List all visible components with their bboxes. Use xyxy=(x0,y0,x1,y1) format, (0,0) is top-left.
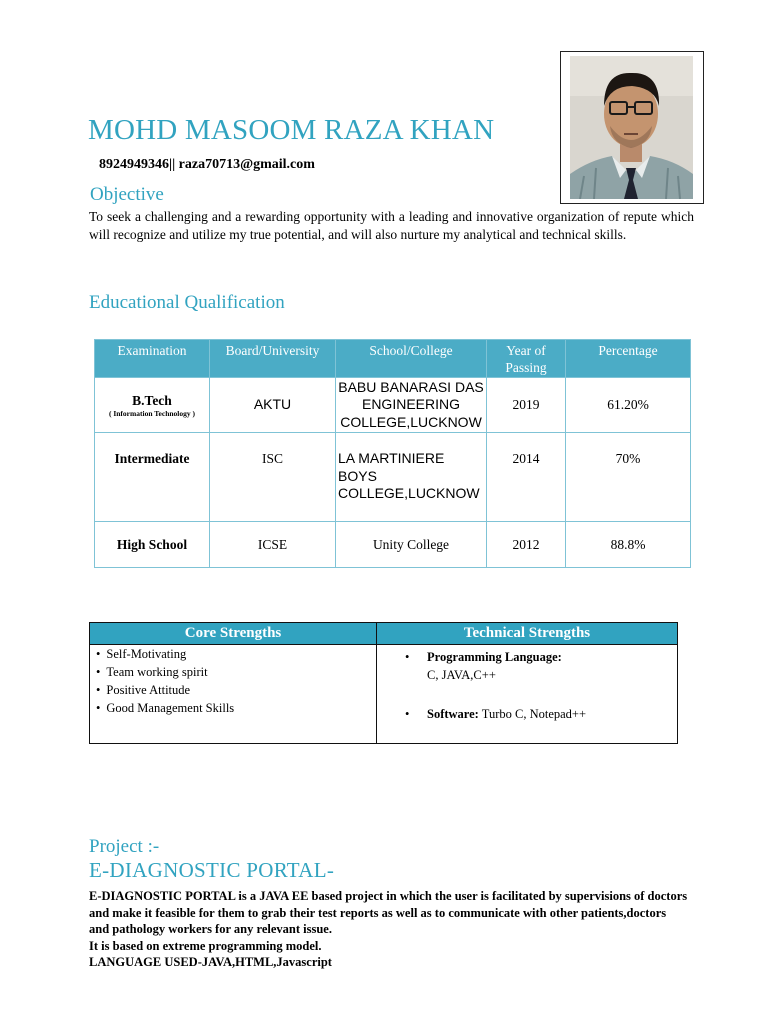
technical-strengths-list xyxy=(377,645,677,723)
board-cell: AKTU xyxy=(210,378,336,433)
school-cell: Unity College xyxy=(336,522,487,568)
objective-text: To seek a challenging and a rewarding opportunity with a leading and innovative organization of repute which will recognize and utilize my true potential, and will also nurture my analytical and technical skills. xyxy=(89,209,694,242)
table-row xyxy=(95,522,691,568)
tech-value: Turbo C, Notepad++ xyxy=(481,707,587,721)
education-header-row xyxy=(95,340,691,378)
education-heading: Educational Qualification xyxy=(89,292,285,313)
percentage-cell: 70% xyxy=(566,433,691,522)
contact-details: 8924949346|| raza70713@gmail.com xyxy=(99,157,315,172)
list-item: • Good Management Skills xyxy=(96,699,376,717)
school-cell: LA MARTINIERE BOYS COLLEGE,LUCKNOW xyxy=(336,433,487,522)
school-cell: BABU BANARASI DAS ENGINEERING COLLEGE,LUCKNOW xyxy=(336,378,487,433)
education-table xyxy=(94,339,691,568)
list-item: • Positive Attitude xyxy=(96,681,376,699)
strengths-table xyxy=(89,622,678,744)
core-strengths-list xyxy=(90,645,376,717)
profile-photo xyxy=(570,56,693,199)
profile-photo-frame xyxy=(560,51,704,204)
list-item: • Programming Language: xyxy=(405,650,562,664)
list-item: • Self-Motivating xyxy=(96,645,376,663)
table-row xyxy=(95,378,691,433)
project-description xyxy=(89,888,689,971)
list-item: • Software: Turbo C, Notepad++ xyxy=(405,707,587,721)
project-line: E-DIAGNOSTIC PORTAL is a JAVA EE based project in which the user is facilitated by supervisions of doctors and make it feasible for them to grab their test reports as well as to communicate with other patients,doctors and pathology workers for any relevant issue. xyxy=(89,889,688,936)
exam-name: B.Tech xyxy=(132,392,172,408)
list-item: • Team working spirit xyxy=(96,663,376,681)
strengths-header-row xyxy=(90,623,678,645)
percentage-cell: 88.8% xyxy=(566,522,691,568)
column-header: Examination xyxy=(95,340,210,378)
tech-label: Programming Language: xyxy=(427,650,562,664)
year-cell: 2014 xyxy=(487,433,566,522)
board-cell: ISC xyxy=(210,433,336,522)
year-cell: 2012 xyxy=(487,522,566,568)
exam-subtitle: ( Information Technology ) xyxy=(108,408,196,418)
core-strengths-heading: Core Strengths xyxy=(90,623,377,645)
exam-cell xyxy=(95,522,210,568)
project-title: E-DIAGNOSTIC PORTAL- xyxy=(89,858,335,882)
core-strengths-cell xyxy=(90,645,377,744)
column-header: School/College xyxy=(336,340,487,378)
technical-strengths-cell xyxy=(377,645,678,744)
column-header: Board/University xyxy=(210,340,336,378)
exam-name: Intermediate xyxy=(114,451,190,466)
board-cell: ICSE xyxy=(210,522,336,568)
column-header: Percentage xyxy=(566,340,691,378)
technical-strengths-heading: Technical Strengths xyxy=(377,623,678,645)
tech-value: C, JAVA,C++ xyxy=(427,668,496,682)
exam-cell xyxy=(95,433,210,522)
year-cell: 2019 xyxy=(487,378,566,433)
tech-label: Software: xyxy=(427,707,479,721)
exam-cell xyxy=(95,378,210,433)
project-line: LANGUAGE USED-JAVA,HTML,Javascript xyxy=(89,955,332,969)
table-row xyxy=(95,433,691,522)
strengths-content-row xyxy=(90,645,678,744)
project-heading: Project :- xyxy=(89,836,160,857)
objective-heading: Objective xyxy=(90,184,164,205)
exam-name: High School xyxy=(116,536,188,552)
project-line: It is based on extreme programming model. xyxy=(89,938,322,953)
candidate-name: MOHD MASOOM RAZA KHAN xyxy=(88,114,495,146)
column-header: Year of Passing xyxy=(487,340,566,378)
percentage-cell: 61.20% xyxy=(566,378,691,433)
